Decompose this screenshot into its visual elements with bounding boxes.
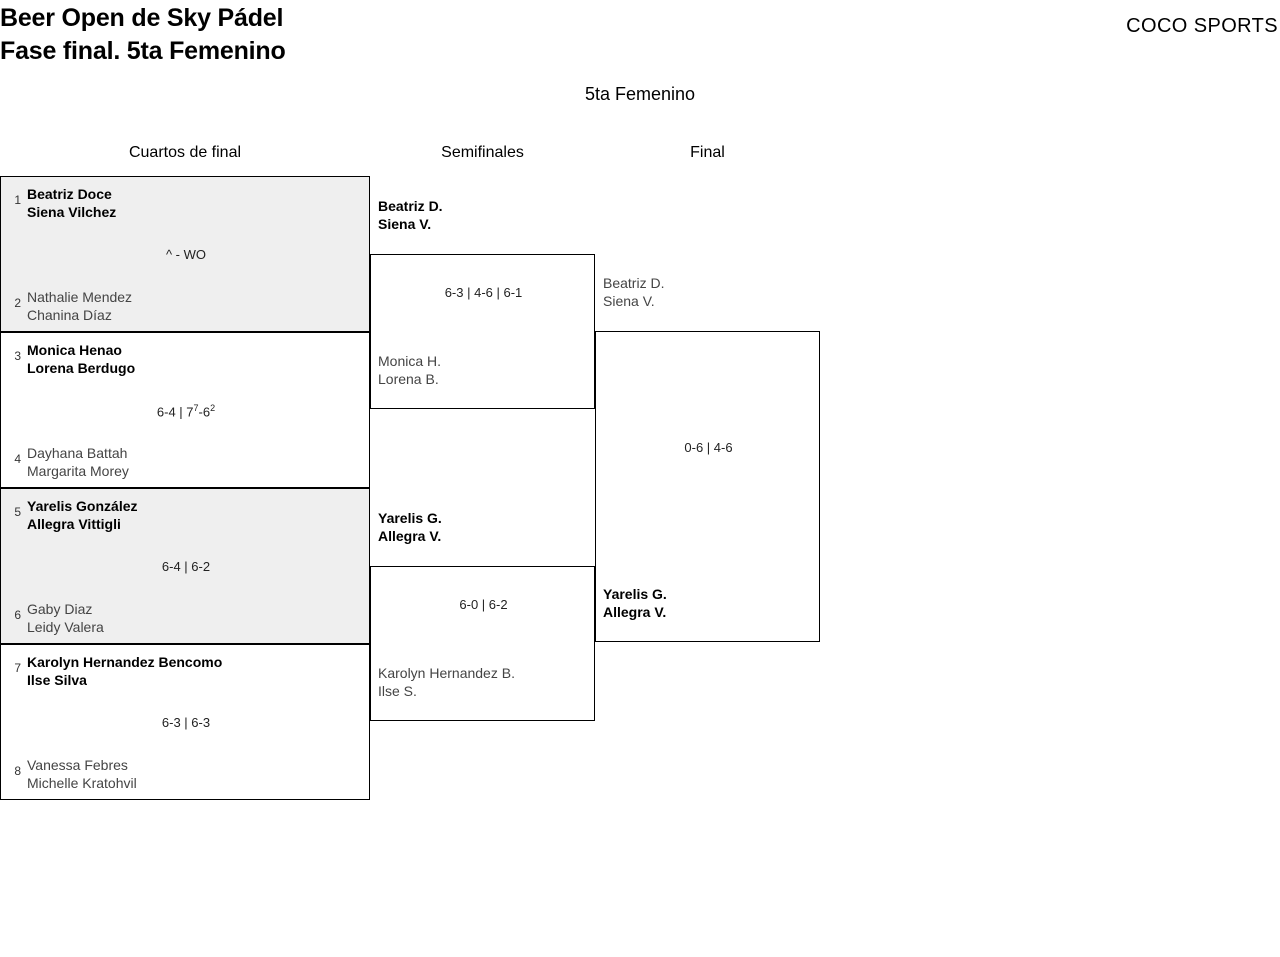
seed-number: 6: [14, 608, 21, 622]
team-player-1: Beatriz D.: [603, 275, 665, 291]
team-player-1: Beatriz Doce: [27, 186, 112, 202]
seed-number: 3: [14, 349, 21, 363]
match-score: 6-4 | 6-2: [161, 559, 211, 574]
match-sf-1[interactable]: [370, 198, 595, 409]
match-qf-1[interactable]: [0, 176, 370, 332]
seed-number: 8: [14, 764, 21, 778]
brand-logo: COCO SPORTS: [1126, 15, 1278, 37]
team-player-1: Karolyn Hernandez B.: [378, 665, 515, 681]
team-player-1: Monica H.: [378, 353, 442, 369]
match-score: 6-0 | 6-2: [459, 597, 508, 612]
team-player-1: Yarelis G.: [603, 586, 667, 602]
team-player-2: Ilse Silva: [27, 672, 87, 688]
team-player-2: Lorena B.: [378, 371, 439, 387]
match-score: [1, 403, 371, 419]
seed-number: 2: [14, 296, 21, 310]
seed-number: 5: [14, 505, 21, 519]
team-player-1: Vanessa Febres: [27, 757, 128, 773]
team-player-1: Gaby Diaz: [27, 601, 93, 617]
match-score: 0-6 | 4-6: [684, 440, 733, 455]
match-qf-2[interactable]: [0, 332, 370, 488]
seed-number: 4: [14, 452, 21, 466]
title-line-2: Fase final. 5ta Femenino: [0, 37, 286, 65]
team-player-2: Siena V.: [378, 216, 432, 232]
category-subtitle: [0, 84, 1280, 105]
team-player-1: Yarelis G.: [378, 510, 442, 526]
match-score: 6-3 | 6-3: [161, 715, 211, 730]
team-player-1: Dayhana Battah: [27, 445, 128, 461]
team-player-2: Michelle Kratohvil: [27, 775, 137, 791]
seed-number: 7: [14, 661, 21, 675]
team-player-2: Chanina Díaz: [27, 307, 112, 323]
team-player-2: Allegra V.: [378, 528, 442, 544]
match-score-part-1: 6-4 | 7: [156, 404, 194, 420]
match-qf-3[interactable]: [0, 488, 370, 644]
team-player-2: Leidy Valera: [27, 619, 104, 635]
team-player-1: Karolyn Hernandez Bencomo: [27, 654, 223, 670]
match-qf-4[interactable]: [0, 644, 370, 800]
team-player-1: Beatriz D.: [378, 198, 443, 214]
match-score: 6-3 | 4-6 | 6-1: [444, 285, 523, 300]
team-player-2: Siena V.: [603, 293, 655, 309]
team-player-1: Nathalie Mendez: [27, 289, 133, 305]
match-score-tiebreak-2: 2: [210, 403, 216, 413]
page-title: [0, 2, 800, 68]
team-player-2: Ilse S.: [378, 683, 417, 699]
team-player-2: Allegra Vittigli: [27, 516, 121, 532]
match-final[interactable]: [595, 275, 820, 642]
round-header-semifinals: Semifinales: [441, 144, 524, 161]
title-line-1: Beer Open de Sky Pádel: [0, 4, 284, 32]
round-header-final: Final: [690, 144, 725, 161]
match-score-tiebreak-1: 7: [193, 403, 199, 413]
category-subtitle-text: 5ta Femenino: [584, 84, 696, 104]
seed-number: 1: [14, 193, 21, 207]
team-player-2: Margarita Morey: [27, 463, 129, 479]
match-sf-2[interactable]: [370, 510, 595, 721]
team-player-2: Allegra V.: [603, 604, 667, 620]
team-player-2: Siena Vilchez: [27, 204, 117, 220]
team-player-1: Monica Henao: [27, 342, 122, 358]
team-player-1: Yarelis González: [27, 498, 138, 514]
round-header-quarterfinals: Cuartos de final: [128, 144, 242, 161]
match-score-part-2: -6: [198, 404, 211, 420]
match-score: ^ - WO: [165, 247, 207, 262]
team-player-2: Lorena Berdugo: [27, 360, 136, 376]
